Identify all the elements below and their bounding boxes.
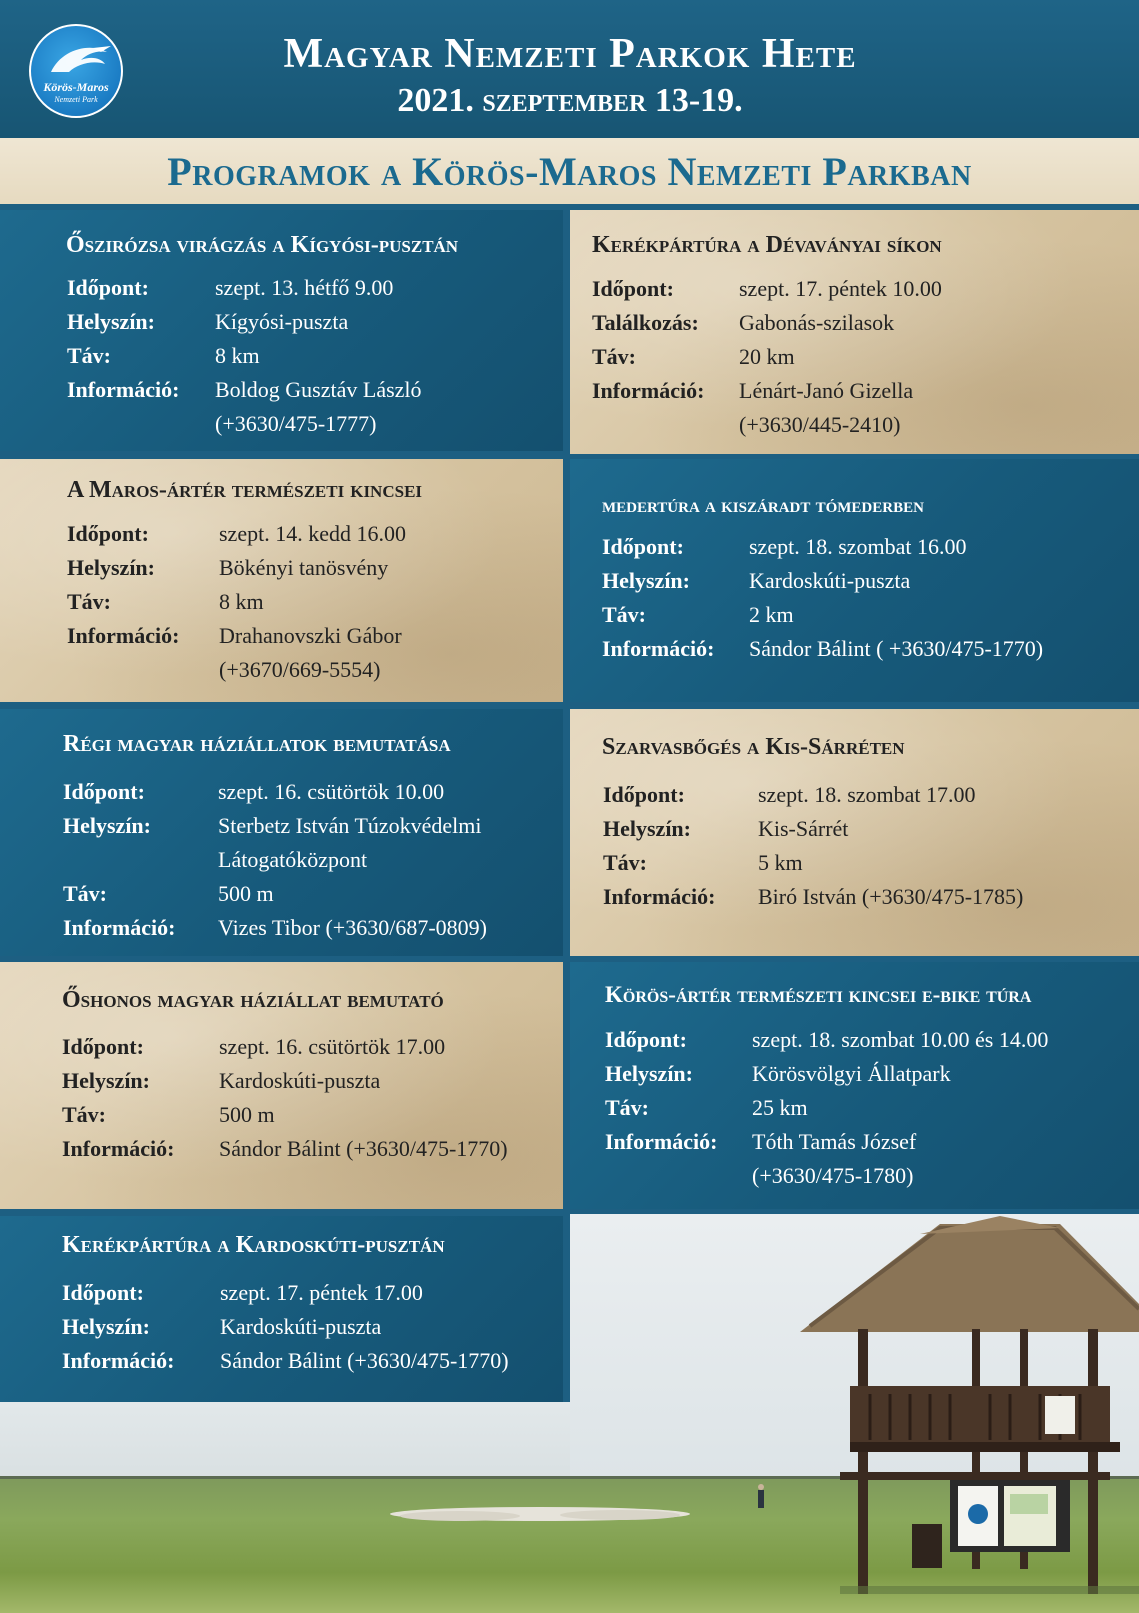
row-value: Vizes Tibor (+3630/687-0809) — [218, 915, 487, 940]
event-title: Szarvasbőgés a Kis-Sárréten — [602, 734, 905, 760]
information-board — [950, 1480, 1070, 1552]
event-card — [570, 962, 1139, 1209]
row-label: Időpont: — [63, 779, 145, 804]
sheep-flock — [390, 1507, 690, 1521]
row-label: Táv: — [62, 1102, 106, 1127]
row-label: Időpont: — [592, 276, 674, 301]
row-label: Információ: — [63, 915, 176, 940]
row-value: 8 km — [219, 589, 264, 614]
row-value: szept. 13. hétfő 9.00 — [215, 275, 394, 300]
event-title: medertúra a kiszáradt tómederben — [602, 493, 924, 517]
row-value: szept. 18. szombat 10.00 és 14.00 — [752, 1027, 1049, 1052]
row-label: Táv: — [63, 881, 107, 906]
row-value: Körösvölgyi Állatpark — [752, 1061, 951, 1086]
event-title: Régi magyar háziállatok bemutatása — [63, 731, 451, 757]
row-value: (+3630/475-1777) — [215, 411, 377, 436]
row-value: Lénárt-Janó Gizella — [739, 378, 914, 403]
row-label: Táv: — [605, 1095, 649, 1120]
event-title: Körös-ártér természeti kincsei e-bike túra — [605, 982, 1032, 1007]
row-label: Helyszín: — [67, 555, 155, 580]
row-value: (+3670/669-5554) — [219, 657, 381, 682]
row-value: 25 km — [752, 1095, 808, 1120]
row-label: Helyszín: — [605, 1061, 693, 1086]
row-value: Gabonás-szilasok — [739, 310, 895, 335]
event-card — [0, 459, 563, 702]
row-value: Kardoskúti-puszta — [749, 568, 911, 593]
row-label: Helyszín: — [62, 1068, 150, 1093]
row-label: Táv: — [67, 589, 111, 614]
event-card — [0, 1216, 563, 1402]
event-card — [0, 962, 563, 1209]
row-value: szept. 18. szombat 17.00 — [758, 782, 976, 807]
row-value: szept. 17. péntek 10.00 — [739, 276, 942, 301]
row-value: (+3630/445-2410) — [739, 412, 901, 437]
row-label: Információ: — [603, 884, 716, 909]
row-label: Időpont: — [602, 534, 684, 559]
row-label: Információ: — [605, 1129, 718, 1154]
event-title: Őszirózsa virágzás a Kígyósi-pusztán — [66, 232, 459, 258]
row-value: Sándor Bálint ( +3630/475-1770) — [749, 636, 1044, 661]
row-value: Bökényi tanösvény — [219, 555, 389, 580]
row-label: Helyszín: — [62, 1314, 150, 1339]
bench — [912, 1524, 942, 1568]
page-title: Magyar Nemzeti Parkok Hete — [283, 31, 857, 77]
row-value: Sterbetz István Túzokvédelmi — [218, 813, 482, 838]
row-value: 20 km — [739, 344, 795, 369]
row-value: 5 km — [758, 850, 803, 875]
header — [0, 0, 1139, 138]
row-value: Drahanovszki Gábor — [219, 623, 402, 648]
row-value: szept. 18. szombat 16.00 — [749, 534, 967, 559]
logo-name: Körös-Maros — [43, 80, 109, 94]
row-value: Boldog Gusztáv László — [215, 377, 422, 402]
row-value: Tóth Tamás József — [752, 1129, 917, 1154]
row-value: Kis-Sárrét — [758, 816, 849, 841]
row-value: 2 km — [749, 602, 794, 627]
bird-icon — [31, 26, 123, 118]
row-label: Táv: — [602, 602, 646, 627]
row-value: Kardoskúti-puszta — [220, 1314, 382, 1339]
event-card — [570, 709, 1139, 956]
row-label: Táv: — [67, 343, 111, 368]
shepherd-figure — [758, 1484, 764, 1508]
row-label: Időpont: — [603, 782, 685, 807]
row-label: Helyszín: — [67, 309, 155, 334]
tower-frame — [840, 1329, 1120, 1594]
notice-sign — [1045, 1396, 1075, 1434]
event-title: Őshonos magyar háziállat bemutató — [62, 987, 444, 1013]
event-title: Kerékpártúra a Dévaványai síkon — [592, 232, 942, 258]
row-label: Időpont: — [62, 1280, 144, 1305]
event-card — [570, 210, 1139, 454]
row-value: (+3630/475-1780) — [752, 1163, 914, 1188]
event-card — [0, 210, 563, 451]
event-card — [570, 459, 1139, 702]
row-value: szept. 17. péntek 17.00 — [220, 1280, 423, 1305]
row-label: Helyszín: — [603, 816, 691, 841]
row-value: Biró István (+3630/475-1785) — [758, 884, 1024, 909]
thatched-roof — [800, 1216, 1139, 1332]
row-label: Információ: — [602, 636, 715, 661]
row-label: Információ: — [67, 377, 180, 402]
row-label: Időpont: — [605, 1027, 687, 1052]
row-label: Találkozás: — [592, 310, 699, 335]
row-label: Információ: — [62, 1136, 175, 1161]
row-label: Információ: — [592, 378, 705, 403]
row-label: Táv: — [592, 344, 636, 369]
row-label: Időpont: — [67, 275, 149, 300]
row-label: Információ: — [62, 1348, 175, 1373]
row-value: Sándor Bálint (+3630/475-1770) — [220, 1348, 509, 1373]
logo-subtitle: Nemzeti Park — [54, 95, 98, 104]
row-value: Látogatóközpont — [218, 847, 368, 872]
row-label: Időpont: — [67, 521, 149, 546]
row-value: szept. 14. kedd 16.00 — [219, 521, 406, 546]
row-value: szept. 16. csütörtök 17.00 — [219, 1034, 446, 1059]
row-value: 8 km — [215, 343, 260, 368]
row-label: Információ: — [67, 623, 180, 648]
event-title: Kerékpártúra a Kardoskúti-pusztán — [62, 1232, 445, 1258]
row-value: 500 m — [218, 881, 274, 906]
row-label: Időpont: — [62, 1034, 144, 1059]
row-value: Sándor Bálint (+3630/475-1770) — [219, 1136, 508, 1161]
park-logo — [29, 24, 123, 118]
programs-banner — [0, 138, 1139, 204]
row-label: Helyszín: — [63, 813, 151, 838]
row-value: Kígyósi-puszta — [215, 309, 349, 334]
banner-title: Programok a Körös-Maros Nemzeti Parkban — [167, 149, 972, 194]
row-value: Kardoskúti-puszta — [219, 1068, 381, 1093]
event-title: A Maros-ártér természeti kincsei — [67, 477, 423, 503]
row-value: szept. 16. csütörtök 10.00 — [218, 779, 445, 804]
row-label: Helyszín: — [602, 568, 690, 593]
event-card — [0, 709, 563, 956]
page-date: 2021. szeptember 13-19. — [397, 82, 743, 119]
row-label: Táv: — [603, 850, 647, 875]
row-value: 500 m — [219, 1102, 275, 1127]
